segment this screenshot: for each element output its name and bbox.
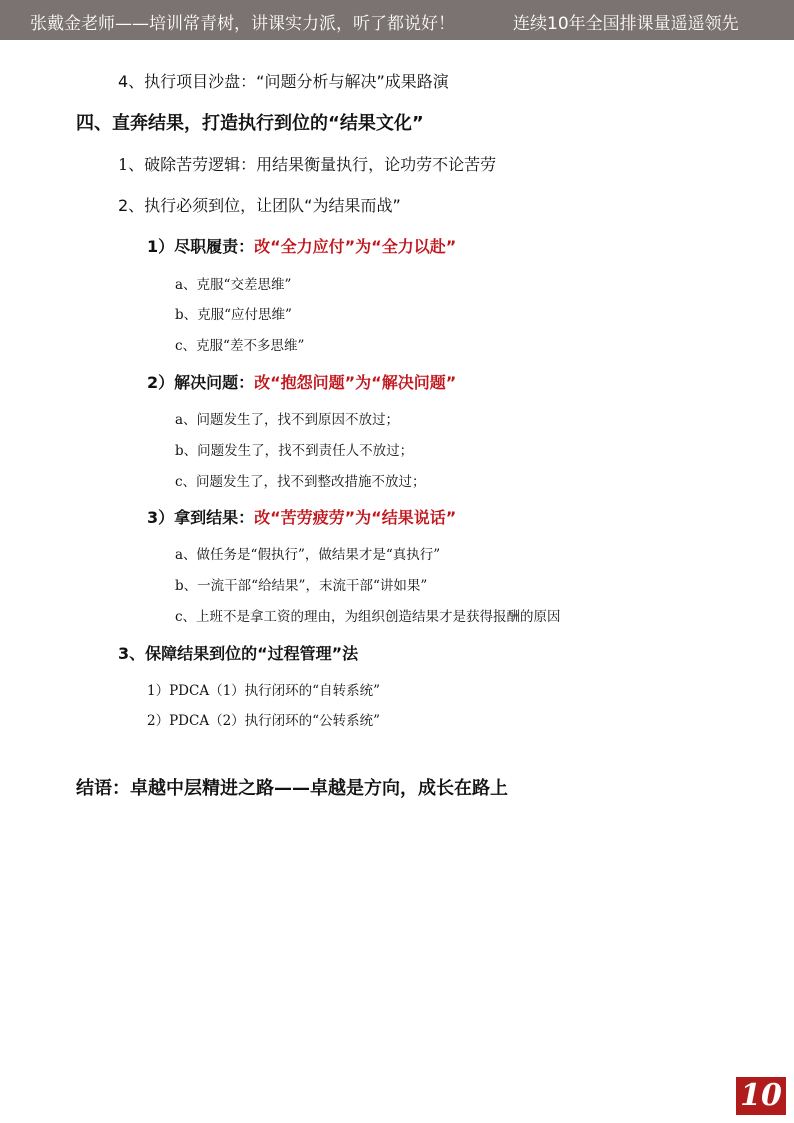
subpoint-1-item-c: c、克服“差不多思维” bbox=[175, 338, 305, 354]
subpoint-2-item-c: c、问题发生了，找不到整改措施不放过； bbox=[175, 474, 426, 490]
header-banner bbox=[0, 0, 794, 40]
subpoint-1-prefix: 1）尽职履责： bbox=[147, 237, 255, 256]
header-slogan: 张戴金老师——培训常青树，讲课实力派，听了都说好！ bbox=[30, 14, 455, 34]
subpoint-1 bbox=[147, 234, 456, 257]
subpoint-1-item-a: a、克服“交差思维” bbox=[175, 277, 292, 293]
subpoint-3-prefix: 3）拿到结果： bbox=[147, 508, 255, 527]
point-3-item-2: 2）PDCA（2）执行闭环的“公转系统” bbox=[147, 713, 380, 729]
subpoint-1-item-b: b、克服“应付思维” bbox=[175, 307, 292, 323]
subpoint-2-highlight: 改“抱怨问题”为“解决问题” bbox=[254, 373, 457, 392]
subpoint-2-item-a: a、问题发生了，找不到原因不放过； bbox=[175, 412, 400, 428]
subpoint-2-prefix: 2）解决问题： bbox=[147, 373, 255, 392]
subpoint-3-item-c: c、上班不是拿工资的理由，为组织创造结果才是获得报酬的原因 bbox=[175, 609, 561, 625]
agenda-item-4: 4、执行项目沙盘：“问题分析与解决”成果路演 bbox=[118, 72, 449, 91]
point-1-text: 1、破除苦劳逻辑：用结果衡量执行，论功劳不论苦劳 bbox=[118, 155, 497, 174]
subpoint-1-highlight: 改“全力应付”为“全力以赴” bbox=[254, 237, 457, 256]
point-1 bbox=[118, 152, 496, 175]
point-2: 2、执行必须到位，让团队“为结果而战” bbox=[118, 196, 401, 215]
subpoint-3-item-a: a、做任务是“假执行”，做结果才是“真执行” bbox=[175, 547, 441, 563]
point-3-item-1: 1）PDCA（1）执行闭环的“自转系统” bbox=[147, 683, 380, 699]
subpoint-2 bbox=[147, 370, 456, 393]
header-tagline: 连续10年全国排课量遥遥领先 bbox=[513, 14, 739, 34]
subpoint-3-highlight: 改“苦劳疲劳”为“结果说话” bbox=[254, 508, 457, 527]
subpoint-3 bbox=[147, 505, 456, 528]
conclusion: 结语：卓越中层精进之路——卓越是方向，成长在路上 bbox=[76, 778, 508, 799]
subpoint-3-item-b: b、一流干部“给结果”，末流干部“讲如果” bbox=[175, 578, 428, 594]
point-3: 3、保障结果到位的“过程管理”法 bbox=[118, 644, 359, 663]
subpoint-2-item-b: b、问题发生了，找不到责任人不放过； bbox=[175, 443, 414, 459]
section-title-4: 四、直奔结果，打造执行到位的“结果文化” bbox=[76, 113, 424, 134]
page-number: 10 bbox=[736, 1077, 786, 1115]
